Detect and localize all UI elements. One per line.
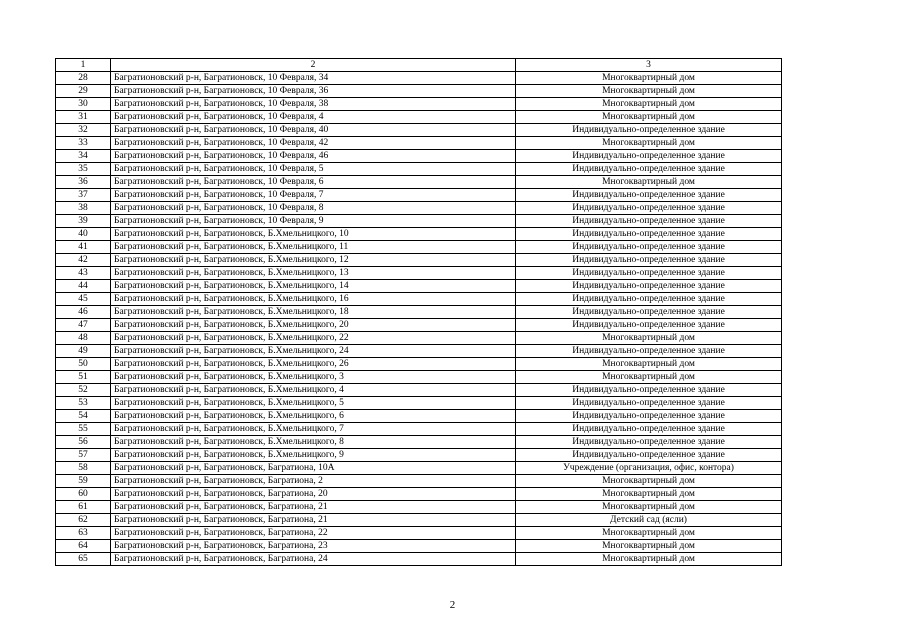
row-building-type: Индивидуально-определенное здание xyxy=(516,397,782,410)
row-address: Багратионовский р-н, Багратионовск, 10 Февраля, 40 xyxy=(111,124,516,137)
row-building-type: Индивидуально-определенное здание xyxy=(516,423,782,436)
row-address: Багратионовский р-н, Багратионовск, 10 Февраля, 6 xyxy=(111,176,516,189)
table-row xyxy=(56,488,782,501)
row-building-type: Индивидуально-определенное здание xyxy=(516,345,782,358)
row-number: 61 xyxy=(56,501,111,514)
row-building-type: Многоквартирный дом xyxy=(516,527,782,540)
table-row xyxy=(56,150,782,163)
table-row xyxy=(56,397,782,410)
row-address: Багратионовский р-н, Багратионовск, Б.Хмельницкого, 13 xyxy=(111,267,516,280)
table-row xyxy=(56,553,782,566)
row-number: 32 xyxy=(56,124,111,137)
row-building-type: Многоквартирный дом xyxy=(516,371,782,384)
row-address: Багратионовский р-н, Багратионовск, Багратиона, 21 xyxy=(111,514,516,527)
row-address: Багратионовский р-н, Багратионовск, 10 Февраля, 36 xyxy=(111,85,516,98)
table-row xyxy=(56,540,782,553)
table-row xyxy=(56,410,782,423)
row-number: 59 xyxy=(56,475,111,488)
row-number: 52 xyxy=(56,384,111,397)
row-address: Багратионовский р-н, Багратионовск, Багратиона, 2 xyxy=(111,475,516,488)
row-address: Багратионовский р-н, Багратионовск, Багратиона, 20 xyxy=(111,488,516,501)
row-building-type: Индивидуально-определенное здание xyxy=(516,410,782,423)
table-row xyxy=(56,293,782,306)
row-building-type: Индивидуально-определенное здание xyxy=(516,228,782,241)
row-number: 30 xyxy=(56,98,111,111)
row-building-type: Индивидуально-определенное здание xyxy=(516,202,782,215)
row-number: 56 xyxy=(56,436,111,449)
row-building-type: Детский сад (ясли) xyxy=(516,514,782,527)
row-address: Багратионовский р-н, Багратионовск, Б.Хмельницкого, 12 xyxy=(111,254,516,267)
table-row xyxy=(56,241,782,254)
row-address: Багратионовский р-н, Багратионовск, Б.Хмельницкого, 9 xyxy=(111,449,516,462)
row-address: Багратионовский р-н, Багратионовск, 10 Февраля, 34 xyxy=(111,72,516,85)
row-number: 31 xyxy=(56,111,111,124)
table-row xyxy=(56,345,782,358)
row-number: 49 xyxy=(56,345,111,358)
row-building-type: Индивидуально-определенное здание xyxy=(516,319,782,332)
row-address: Багратионовский р-н, Багратионовск, Б.Хмельницкого, 18 xyxy=(111,306,516,319)
row-number: 42 xyxy=(56,254,111,267)
table-row xyxy=(56,163,782,176)
row-address: Багратионовский р-н, Багратионовск, Б.Хмельницкого, 20 xyxy=(111,319,516,332)
row-building-type: Индивидуально-определенное здание xyxy=(516,280,782,293)
row-building-type: Многоквартирный дом xyxy=(516,540,782,553)
row-address: Багратионовский р-н, Багратионовск, Б.Хмельницкого, 4 xyxy=(111,384,516,397)
row-number: 58 xyxy=(56,462,111,475)
row-number: 62 xyxy=(56,514,111,527)
row-address: Багратионовский р-н, Багратионовск, Б.Хмельницкого, 14 xyxy=(111,280,516,293)
table-row xyxy=(56,423,782,436)
row-building-type: Многоквартирный дом xyxy=(516,475,782,488)
row-number: 28 xyxy=(56,72,111,85)
row-address: Багратионовский р-н, Багратионовск, Б.Хмельницкого, 6 xyxy=(111,410,516,423)
row-number: 34 xyxy=(56,150,111,163)
row-number: 53 xyxy=(56,397,111,410)
row-address: Багратионовский р-н, Багратионовск, Б.Хмельницкого, 3 xyxy=(111,371,516,384)
header-col-2: 2 xyxy=(111,59,516,72)
header-col-3: 3 xyxy=(516,59,782,72)
row-building-type: Многоквартирный дом xyxy=(516,85,782,98)
row-number: 33 xyxy=(56,137,111,150)
row-address: Багратионовский р-н, Багратионовск, 10 Февраля, 42 xyxy=(111,137,516,150)
table-row xyxy=(56,124,782,137)
row-number: 45 xyxy=(56,293,111,306)
table-row xyxy=(56,358,782,371)
row-number: 40 xyxy=(56,228,111,241)
row-number: 60 xyxy=(56,488,111,501)
row-number: 54 xyxy=(56,410,111,423)
row-address: Багратионовский р-н, Багратионовск, Б.Хмельницкого, 10 xyxy=(111,228,516,241)
table-row xyxy=(56,371,782,384)
table-row xyxy=(56,267,782,280)
row-building-type: Учреждение (организация, офис, контора) xyxy=(516,462,782,475)
row-number: 63 xyxy=(56,527,111,540)
row-address: Багратионовский р-н, Багратионовск, 10 Февраля, 8 xyxy=(111,202,516,215)
table-row xyxy=(56,436,782,449)
row-building-type: Индивидуально-определенное здание xyxy=(516,293,782,306)
table-row xyxy=(56,475,782,488)
table-row xyxy=(56,85,782,98)
row-address: Багратионовский р-н, Багратионовск, Багратиона, 21 xyxy=(111,501,516,514)
row-number: 57 xyxy=(56,449,111,462)
table-row xyxy=(56,332,782,345)
row-building-type: Индивидуально-определенное здание xyxy=(516,306,782,319)
row-building-type: Индивидуально-определенное здание xyxy=(516,215,782,228)
address-table xyxy=(55,58,782,566)
table-row xyxy=(56,527,782,540)
table-row xyxy=(56,228,782,241)
row-building-type: Индивидуально-определенное здание xyxy=(516,124,782,137)
row-address: Багратионовский р-н, Багратионовск, Б.Хмельницкого, 24 xyxy=(111,345,516,358)
table-row xyxy=(56,72,782,85)
row-building-type: Многоквартирный дом xyxy=(516,501,782,514)
table-row xyxy=(56,306,782,319)
row-number: 50 xyxy=(56,358,111,371)
row-address: Багратионовский р-н, Багратионовск, Б.Хмельницкого, 7 xyxy=(111,423,516,436)
row-number: 39 xyxy=(56,215,111,228)
row-building-type: Многоквартирный дом xyxy=(516,358,782,371)
table-row xyxy=(56,111,782,124)
row-address: Багратионовский р-н, Багратионовск, Б.Хмельницкого, 16 xyxy=(111,293,516,306)
row-building-type: Многоквартирный дом xyxy=(516,332,782,345)
row-building-type: Индивидуально-определенное здание xyxy=(516,254,782,267)
table-row xyxy=(56,254,782,267)
address-table-body xyxy=(56,59,782,566)
row-building-type: Индивидуально-определенное здание xyxy=(516,189,782,202)
table-header-row xyxy=(56,59,782,72)
row-number: 38 xyxy=(56,202,111,215)
row-building-type: Индивидуально-определенное здание xyxy=(516,241,782,254)
row-address: Багратионовский р-н, Багратионовск, Б.Хмельницкого, 11 xyxy=(111,241,516,254)
row-address: Багратионовский р-н, Багратионовск, Багратиона, 10А xyxy=(111,462,516,475)
table-row xyxy=(56,215,782,228)
row-building-type: Индивидуально-определенное здание xyxy=(516,267,782,280)
table-row xyxy=(56,449,782,462)
row-number: 43 xyxy=(56,267,111,280)
row-address: Багратионовский р-н, Багратионовск, 10 Февраля, 5 xyxy=(111,163,516,176)
row-address: Багратионовский р-н, Багратионовск, Б.Хмельницкого, 8 xyxy=(111,436,516,449)
row-address: Багратионовский р-н, Багратионовск, Багратиона, 23 xyxy=(111,540,516,553)
row-address: Багратионовский р-н, Багратионовск, Б.Хмельницкого, 26 xyxy=(111,358,516,371)
row-building-type: Многоквартирный дом xyxy=(516,137,782,150)
table-row xyxy=(56,501,782,514)
table-row xyxy=(56,280,782,293)
row-number: 36 xyxy=(56,176,111,189)
row-building-type: Многоквартирный дом xyxy=(516,176,782,189)
row-address: Багратионовский р-н, Багратионовск, 10 Февраля, 4 xyxy=(111,111,516,124)
row-number: 47 xyxy=(56,319,111,332)
row-building-type: Многоквартирный дом xyxy=(516,553,782,566)
row-address: Багратионовский р-н, Багратионовск, 10 Февраля, 7 xyxy=(111,189,516,202)
row-number: 51 xyxy=(56,371,111,384)
table-row xyxy=(56,319,782,332)
header-col-1: 1 xyxy=(56,59,111,72)
row-number: 48 xyxy=(56,332,111,345)
row-address: Багратионовский р-н, Багратионовск, Б.Хмельницкого, 22 xyxy=(111,332,516,345)
table-row xyxy=(56,384,782,397)
row-building-type: Индивидуально-определенное здание xyxy=(516,436,782,449)
row-address: Багратионовский р-н, Багратионовск, 10 Февраля, 46 xyxy=(111,150,516,163)
table-row xyxy=(56,176,782,189)
row-number: 55 xyxy=(56,423,111,436)
row-number: 29 xyxy=(56,85,111,98)
row-address: Багратионовский р-н, Багратионовск, 10 Февраля, 38 xyxy=(111,98,516,111)
row-address: Багратионовский р-н, Багратионовск, Багратиона, 22 xyxy=(111,527,516,540)
row-building-type: Индивидуально-определенное здание xyxy=(516,449,782,462)
row-number: 65 xyxy=(56,553,111,566)
table-row xyxy=(56,189,782,202)
row-number: 41 xyxy=(56,241,111,254)
row-building-type: Индивидуально-определенное здание xyxy=(516,163,782,176)
row-address: Багратионовский р-н, Багратионовск, 10 Февраля, 9 xyxy=(111,215,516,228)
row-building-type: Многоквартирный дом xyxy=(516,72,782,85)
row-building-type: Индивидуально-определенное здание xyxy=(516,384,782,397)
table-row xyxy=(56,137,782,150)
page-number: 2 xyxy=(449,599,456,611)
row-number: 64 xyxy=(56,540,111,553)
row-number: 44 xyxy=(56,280,111,293)
row-address: Багратионовский р-н, Багратионовск, Багратиона, 24 xyxy=(111,553,516,566)
row-building-type: Многоквартирный дом xyxy=(516,488,782,501)
row-building-type: Многоквартирный дом xyxy=(516,111,782,124)
row-building-type: Индивидуально-определенное здание xyxy=(516,150,782,163)
table-row xyxy=(56,98,782,111)
table-row xyxy=(56,202,782,215)
row-building-type: Многоквартирный дом xyxy=(516,98,782,111)
row-number: 46 xyxy=(56,306,111,319)
table-row xyxy=(56,462,782,475)
table-row xyxy=(56,514,782,527)
row-number: 35 xyxy=(56,163,111,176)
row-number: 37 xyxy=(56,189,111,202)
row-address: Багратионовский р-н, Багратионовск, Б.Хмельницкого, 5 xyxy=(111,397,516,410)
